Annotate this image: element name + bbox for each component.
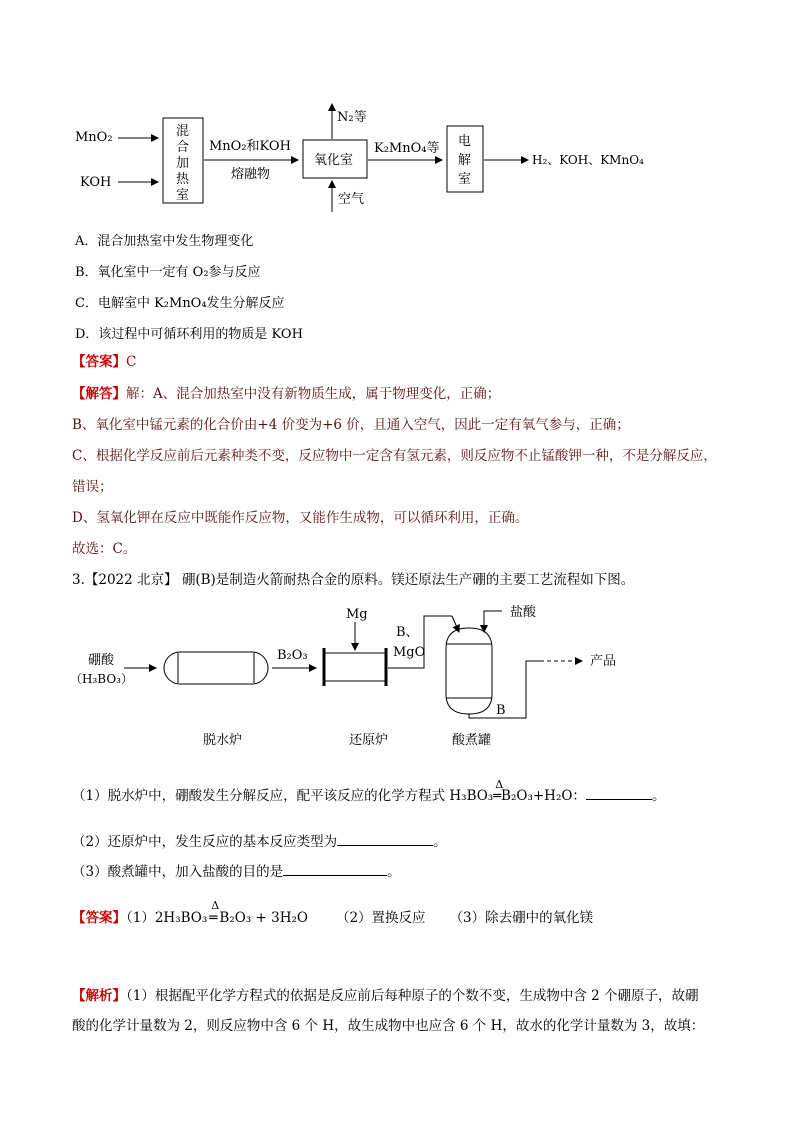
question-3-intro: 3.【2022 北京】 硼(B)是制造火箭耐热合金的原料。镁还原法生产硼的主要工艺流程如下图。 xyxy=(72,572,635,588)
oxidation-chamber-label: 氧化室 xyxy=(314,153,354,168)
boric-acid-formula: （H₃BO₃） xyxy=(70,672,133,686)
subquestion-2-text: （2）还原炉中，发生反应的基本反应类型为 xyxy=(72,834,338,850)
solution-final: 故选：C。 xyxy=(72,541,137,557)
elec-char-1: 电 xyxy=(458,134,472,149)
mix-char-3: 加 xyxy=(176,156,190,171)
answer-value: C xyxy=(126,354,137,370)
mix-char-5: 室 xyxy=(176,188,190,203)
subquestion-1-tail: B₂O₃+H₂O： xyxy=(501,788,586,804)
subquestion-3 xyxy=(72,862,401,882)
answer-3-label: 【答案】 xyxy=(72,910,126,926)
solution-line-c2: 错误； xyxy=(72,479,113,495)
hcl-pipe xyxy=(484,611,502,632)
process-diagram-2 xyxy=(0,598,794,758)
mg-label: Mg xyxy=(346,607,368,622)
answer-3-delta: Δ xyxy=(211,899,220,912)
blank-2[interactable] xyxy=(337,833,433,846)
elec-char-2: 解 xyxy=(458,153,472,168)
k2mno4-label: K₂MnO₄等 xyxy=(374,141,440,156)
subquestion-2 xyxy=(72,832,447,852)
dehydration-furnace-label: 脱水炉 xyxy=(203,733,243,748)
reduction-furnace-body xyxy=(324,653,386,681)
input-koh: KOH xyxy=(80,175,112,190)
answer-3-part2: （2）置换反应 xyxy=(335,910,426,926)
process-diagram-1 xyxy=(0,0,794,220)
solution-line-a xyxy=(72,384,500,404)
answer-3-part3: （3）除去硼中的氧化镁 xyxy=(449,910,594,926)
melt-label-2: 熔融物 xyxy=(231,167,271,182)
analysis-line-1 xyxy=(72,986,699,1006)
blank-3[interactable] xyxy=(283,863,387,876)
input-mno2: MnO₂ xyxy=(75,130,113,145)
blank-1[interactable] xyxy=(586,787,652,800)
option-c: C．电解室中 K₂MnO₄发生分解反应 xyxy=(75,296,285,311)
option-b: B．氧化室中一定有 O₂参与反应 xyxy=(75,265,261,280)
delta-sign: Δ xyxy=(495,778,504,791)
answer-3-eq-pre: （1）2H₃BO₃ xyxy=(126,910,208,926)
analysis-line-2: 酸的化学计量数为 2，则反应物中含 6 个 H，故生成物中也应含 6 个 H，故水的化学计量数为 3，故填： xyxy=(72,1018,705,1034)
acid-tank-shape xyxy=(446,628,492,714)
air-label: 空气 xyxy=(338,192,365,207)
option-a: A．混合加热室中发生物理变化 xyxy=(75,234,254,249)
answer-label: 【答案】 xyxy=(72,354,126,370)
subquestion-3-end: 。 xyxy=(387,864,401,880)
solution-line-b: B、氧化室中锰元素的化合价由+4 价变为+6 价，且通入空气，因此一定有氧气参与，正确； xyxy=(72,417,630,433)
product-label: 产品 xyxy=(590,654,617,669)
elec-char-3: 室 xyxy=(458,172,472,187)
mix-char-4: 热 xyxy=(176,172,190,187)
acid-tank-label: 酸煮罐 xyxy=(452,733,492,748)
solution-line-d: D、氢氧化钾在反应中既能作反应物，又能作生成物，可以循环利用，正确。 xyxy=(72,510,529,526)
answer-3-eq-post: B₂O₃ + 3H₂O xyxy=(219,910,308,926)
subquestion-1-end: 。 xyxy=(651,788,666,804)
melt-label-1: MnO₂和KOH xyxy=(209,139,291,154)
products-label: H₂、KOH、KMnO₄ xyxy=(532,153,644,167)
subquestion-1: （1）脱水炉中，硼酸发生分解反应，配平该反应的化学方程式 H₃BO₃ Δ ═B₂O₃+H₂O： 。 xyxy=(72,786,665,807)
subquestion-3-text: （3）酸煮罐中，加入盐酸的目的是 xyxy=(72,864,284,880)
subquestion-1-text: （1）脱水炉中，硼酸发生分解反应，配平该反应的化学方程式 H₃BO₃ xyxy=(72,788,494,804)
solution-label: 【解答】 xyxy=(72,386,126,402)
solution-text-a: 解：A、混合加热室中没有新物质生成，属于物理变化，正确； xyxy=(126,386,501,402)
b-label: B xyxy=(496,703,506,718)
subquestion-2-end: 。 xyxy=(433,834,447,850)
dehydration-furnace-shape xyxy=(164,652,268,684)
pipe-to-tank xyxy=(388,616,452,668)
b-mgo-label-1: B、 xyxy=(396,625,419,640)
analysis-text-1: （1）根据配平化学方程式的依据是反应前后每种原子的个数不变，生成物中含 2 个硼原子，故硼 xyxy=(126,988,699,1004)
b-mgo-label-2: MgO xyxy=(393,645,426,660)
hcl-label: 盐酸 xyxy=(510,605,537,620)
mix-char-2: 合 xyxy=(176,140,190,155)
boric-acid-label: 硼酸 xyxy=(88,653,115,668)
answer-1 xyxy=(72,352,136,372)
b2o3-label: B₂O₃ xyxy=(277,648,308,663)
reduction-furnace-label: 还原炉 xyxy=(349,733,389,748)
n2-label: N₂等 xyxy=(337,110,367,125)
mix-char-1: 混 xyxy=(176,124,190,139)
answer-3: 【答案】（1）2H₃BO₃ Δ ═ B₂O₃ + 3H₂O （2）置换反应 （3）除去硼中的氧化镁 xyxy=(72,908,593,928)
option-d: D．该过程中可循环利用的物质是 KOH xyxy=(75,327,303,342)
solution-line-c1: C、根据化学反应前后元素种类不变，反应物中一定含有氢元素，则反应物不止锰酸钾一种，不是分解反应， xyxy=(72,448,717,464)
analysis-label: 【解析】 xyxy=(72,988,126,1004)
